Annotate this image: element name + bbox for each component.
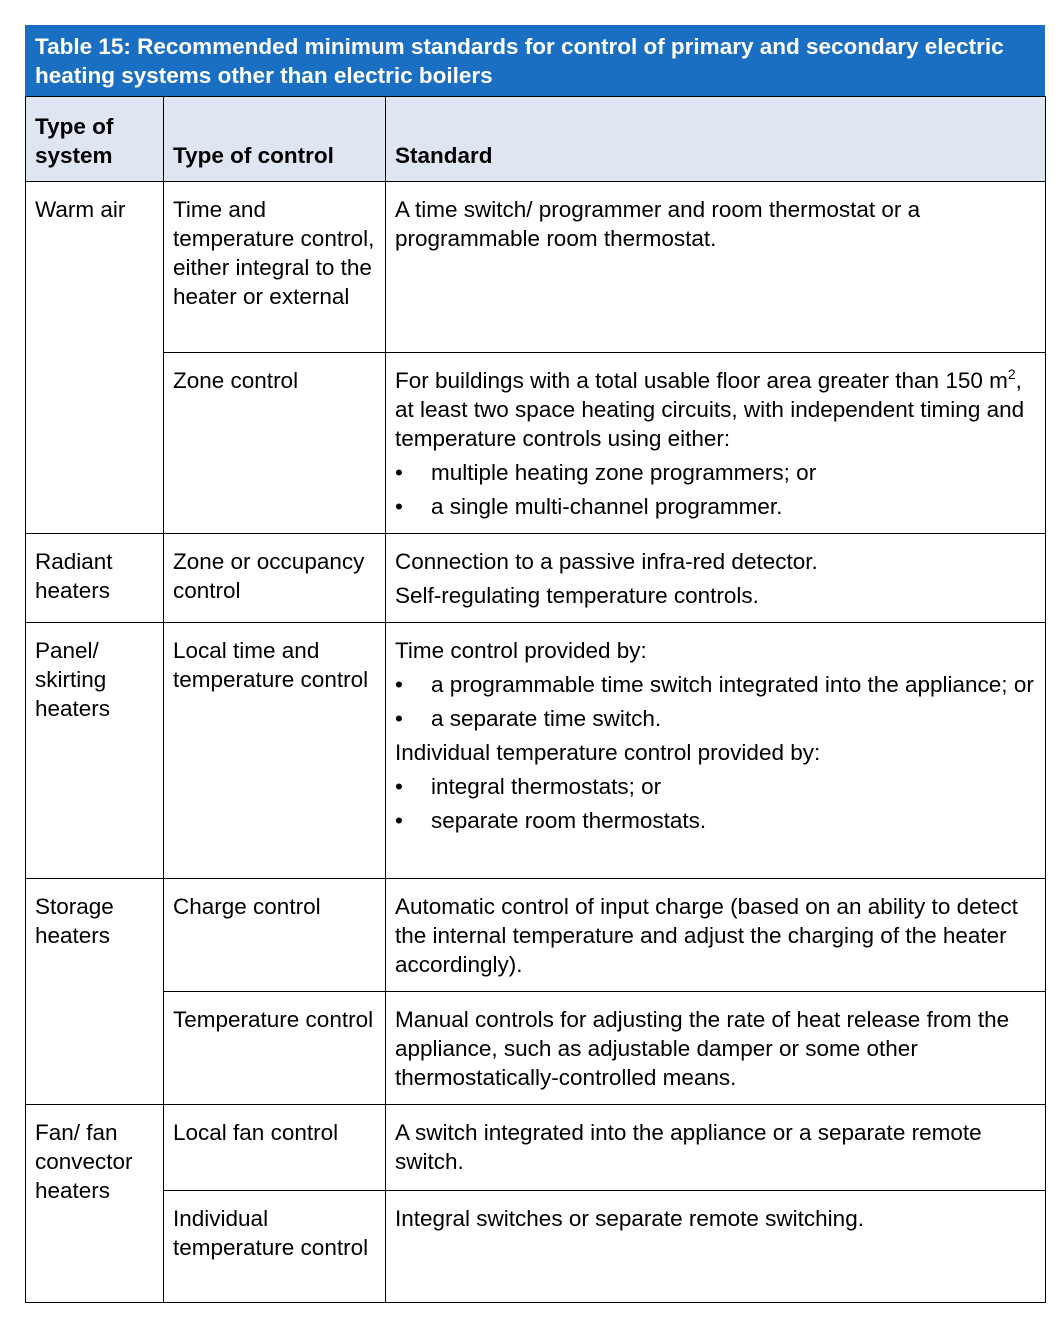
bullet-icon: • [395,494,403,519]
table-row [26,992,1046,1105]
standards-grid [25,96,1046,1303]
standard-text: Manual controls for adjusting the rate of heat release from the appliance, such as adjustable damper or some other thermostatically-controlled means. [395,1007,1010,1090]
list-item [395,772,1036,801]
control-cell: Local fan control [164,1105,386,1191]
header-standard: Standard [386,97,1046,182]
system-cell-warm-air: Warm air [26,182,164,534]
bullet-list [395,772,1036,835]
standard-text: Connection to a passive infra-red detector. [395,549,818,574]
list-item-text: a separate time switch. [431,706,662,731]
standard-text-part: For buildings with a total usable floor area greater than 150 m [395,368,1008,393]
standard-text: Automatic control of input charge (based on an ability to detect the internal temperature and adjust the charging of the heater accordingly). [395,894,1018,977]
list-item [395,670,1036,699]
standard-text: Time control provided by: [395,638,647,663]
list-item [395,458,1036,487]
control-cell: Individual temperature control [164,1191,386,1303]
list-item-text: a programmable time switch integrated into the appliance; or [431,672,1034,697]
control-cell: Zone or occupancy control [164,534,386,623]
control-cell: Charge control [164,879,386,992]
control-cell: Local time and temperature control [164,623,386,879]
table-row [26,623,1046,879]
control-cell: Time and temperature control, either integral to the heater or external [164,182,386,353]
list-item-text: a single multi-channel programmer. [431,494,783,519]
bullet-icon: • [395,460,403,485]
bullet-icon: • [395,706,403,731]
bullet-icon: • [395,774,403,799]
standard-cell [386,1105,1046,1191]
table-row [26,534,1046,623]
system-cell-radiant-heaters: Radiant heaters [26,534,164,623]
standard-text: Self-regulating temperature controls. [395,583,759,608]
standard-text: Integral switches or separate remote switching. [395,1206,864,1231]
standards-table [25,25,1045,1303]
standard-cell [386,353,1046,534]
list-item [395,704,1036,733]
list-item-text: multiple heating zone programmers; or [431,460,817,485]
bullet-icon: • [395,808,403,833]
table-row [26,879,1046,992]
standard-text-part: , at least two space heating circuits, with independent timing and temperature controls using either: [395,368,1025,451]
standard-text: Individual temperature control provided by: [395,740,821,765]
table-row [26,353,1046,534]
standard-text: A time switch/ programmer and room thermostat or a programmable room thermostat. [395,197,921,251]
control-cell: Zone control [164,353,386,534]
control-cell: Temperature control [164,992,386,1105]
system-cell-storage-heaters: Storage heaters [26,879,164,1105]
system-cell-panel-skirting-heaters: Panel/ skirting heaters [26,623,164,879]
table-row [26,182,1046,353]
list-item-text: separate room thermostats. [431,808,707,833]
standard-cell [386,623,1046,879]
header-row [26,97,1046,182]
unit-superscript: 2 [1007,366,1016,382]
system-cell-fan-convector-heaters: Fan/ fan convector heaters [26,1105,164,1303]
standard-cell [386,182,1046,353]
standard-cell [386,879,1046,992]
bullet-list [395,458,1036,521]
header-type-of-system: Type of system [26,97,164,182]
table-caption: Table 15: Recommended minimum standards for control of primary and secondary electric heating systems other than electric boilers [25,25,1045,96]
table-row [26,1191,1046,1303]
header-type-of-control: Type of control [164,97,386,182]
standard-cell [386,1191,1046,1303]
list-item [395,806,1036,835]
bullet-icon: • [395,672,403,697]
table-row [26,1105,1046,1191]
bullet-list [395,670,1036,733]
standard-text [395,366,1036,453]
list-item [395,492,1036,521]
list-item-text: integral thermostats; or [431,774,662,799]
standard-text: A switch integrated into the appliance or a separate remote switch. [395,1120,982,1174]
standard-cell [386,992,1046,1105]
standard-cell [386,534,1046,623]
